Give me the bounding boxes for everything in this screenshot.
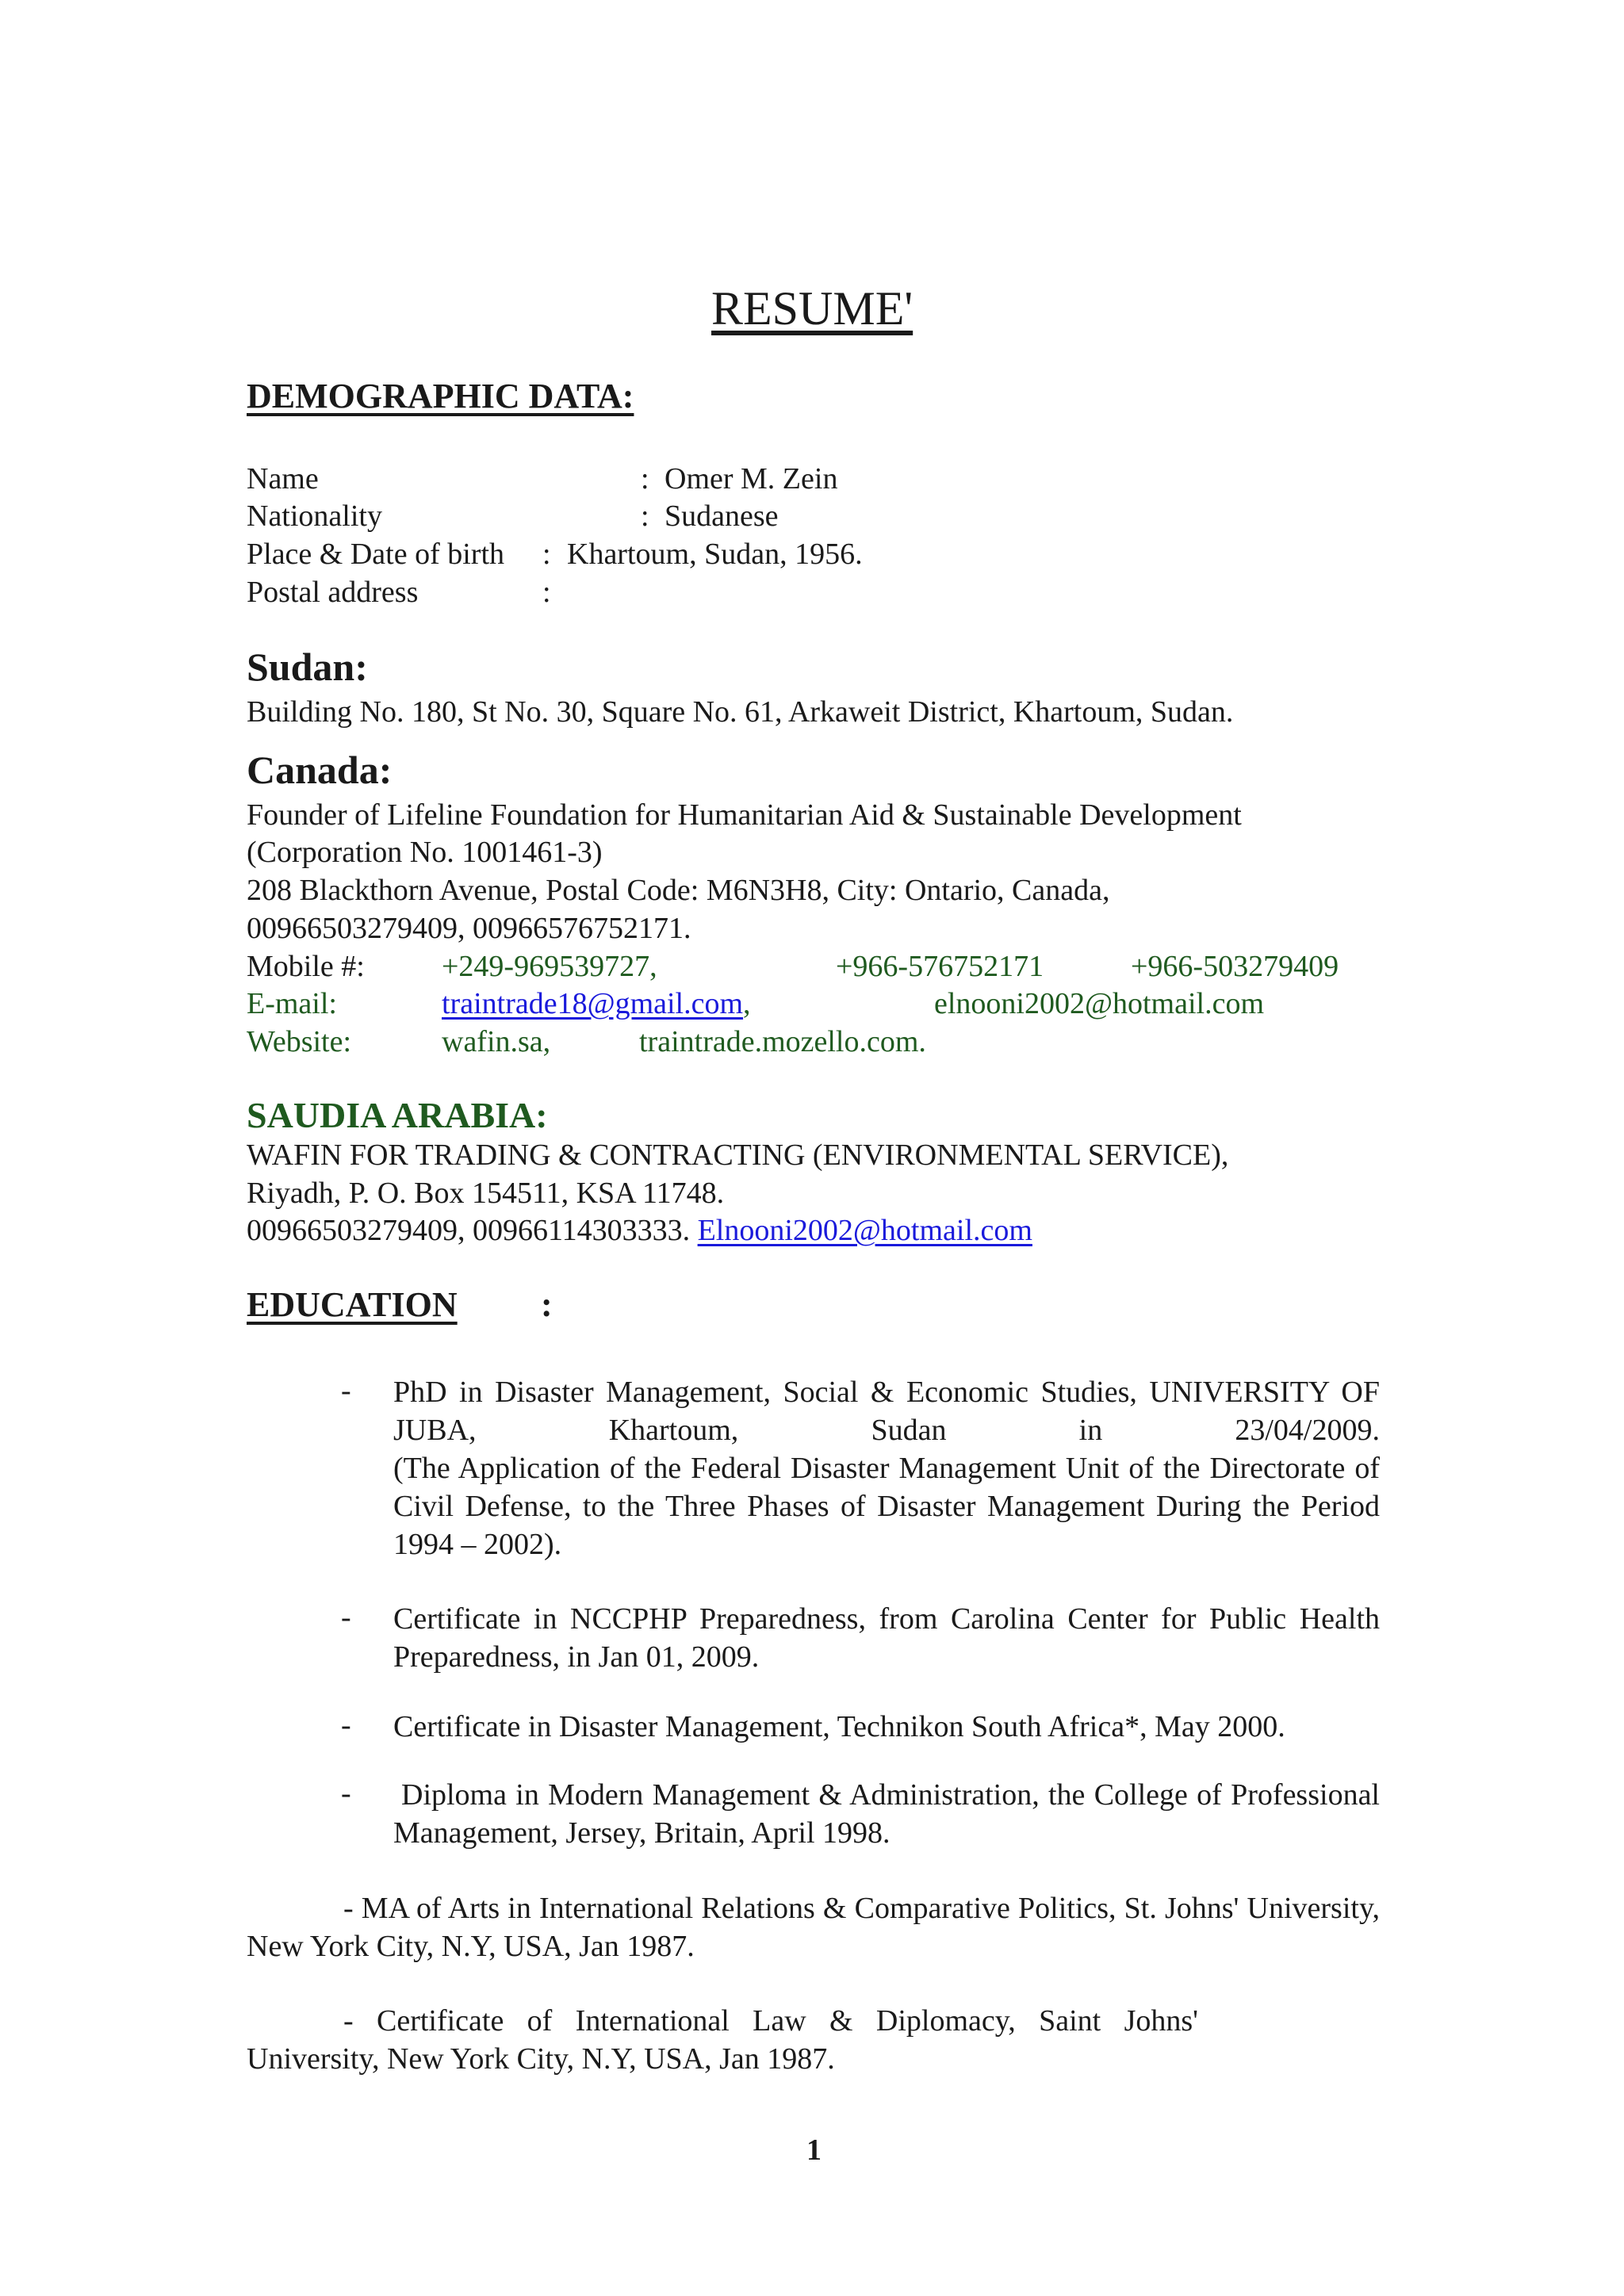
email-label: E-mail: bbox=[247, 987, 337, 1020]
education-bullet-1: - bbox=[341, 1374, 351, 1407]
education-extra-1: - MA of Arts in International Relations & Comparative Politics, St. Johns' University, New York City, N.Y, USA, Jan 1987. bbox=[247, 1892, 1380, 1963]
saudia-line-1: WAFIN FOR TRADING & CONTRACTING (ENVIRONMENTAL SERVICE), bbox=[247, 1138, 1229, 1172]
saudia-heading: SAUDIA ARABIA: bbox=[247, 1095, 548, 1135]
mobile-number-1: +249-969539727, bbox=[442, 950, 657, 983]
page-title: RESUME' bbox=[711, 282, 914, 335]
sudan-address: Building No. 180, St No. 30, Square No. 61, Arkaweit District, Khartoum, Sudan. bbox=[247, 695, 1234, 729]
email-line bbox=[442, 985, 751, 1023]
field-postal-label: Postal address bbox=[247, 576, 419, 609]
canada-line-3: 208 Blackthorn Avenue, Postal Code: M6N3H8, City: Ontario, Canada, bbox=[247, 874, 1110, 907]
education-bullet-3: - bbox=[341, 1709, 351, 1742]
field-birth-sep: : bbox=[542, 538, 551, 571]
saudia-line-3 bbox=[247, 1211, 1032, 1249]
field-name-value: Omer M. Zein bbox=[665, 462, 838, 496]
saudia-phones: 00966503279409, 00966114303333. bbox=[247, 1214, 698, 1247]
mobile-number-2: +966-576752171 bbox=[836, 950, 1044, 983]
email-comma: , bbox=[743, 987, 751, 1020]
email-link-gmail[interactable]: traintrade18@gmail.com bbox=[442, 987, 744, 1020]
education-item-3: Certificate in Disaster Management, Technikon South Africa*, May 2000. bbox=[393, 1710, 1285, 1743]
education-item-4: Diploma in Modern Management & Administration, the College of Professional Management, Jersey, Britain, April 1998. bbox=[393, 1778, 1380, 1850]
field-postal-sep: : bbox=[542, 576, 551, 609]
website-1: wafin.sa, bbox=[442, 1025, 551, 1058]
page-number: 1 bbox=[806, 2133, 822, 2167]
website-label: Website: bbox=[247, 1025, 352, 1058]
education-item-2: Certificate in NCCPHP Preparedness, from Carolina Center for Public Health Preparedness, in Jan 01, 2009. bbox=[393, 1602, 1380, 1674]
email-hotmail: elnooni2002@hotmail.com bbox=[934, 987, 1264, 1020]
canada-heading: Canada: bbox=[247, 748, 393, 792]
canada-line-4: 00966503279409, 00966576752171. bbox=[247, 912, 691, 945]
education-item-1-note: (The Application of the Federal Disaster Management Unit of the Directorate of Civil Defense, to the Three Phases of Disaster Management During the Period 1994 – 2002). bbox=[393, 1452, 1380, 1561]
canada-line-1: Founder of Lifeline Foundation for Humanitarian Aid & Sustainable Development bbox=[247, 798, 1242, 832]
sudan-heading: Sudan: bbox=[247, 645, 368, 689]
canada-line-2: (Corporation No. 1001461-3) bbox=[247, 836, 603, 869]
field-nationality-sep: : bbox=[641, 499, 649, 533]
education-extra-2: - Certificate of International Law & Diplomacy, Saint Johns' University, New York City, N.Y, USA, Jan 1987. bbox=[247, 2004, 1198, 2076]
website-2: traintrade.mozello.com. bbox=[639, 1025, 926, 1058]
field-birth-value: Khartoum, Sudan, 1956. bbox=[567, 538, 863, 571]
mobile-label: Mobile #: bbox=[247, 950, 365, 983]
demographic-heading: DEMOGRAPHIC DATA: bbox=[247, 377, 634, 415]
education-bullet-2: - bbox=[341, 1601, 351, 1634]
mobile-number-3: +966-503279409 bbox=[1131, 950, 1339, 983]
saudia-email-link[interactable]: Elnooni2002@hotmail.com bbox=[697, 1214, 1032, 1247]
education-item-1: PhD in Disaster Management, Social & Economic Studies, UNIVERSITY OF JUBA, Khartoum, Sudan in 23/04/2009. bbox=[393, 1376, 1380, 1447]
field-name-sep: : bbox=[641, 462, 649, 496]
field-nationality-value: Sudanese bbox=[665, 499, 779, 533]
saudia-line-2: Riyadh, P. O. Box 154511, KSA 11748. bbox=[247, 1177, 725, 1210]
field-birth-label: Place & Date of birth bbox=[247, 538, 505, 571]
education-bullet-4: - bbox=[341, 1777, 351, 1810]
field-name-label: Name bbox=[247, 462, 319, 496]
field-nationality-label: Nationality bbox=[247, 499, 382, 533]
education-colon: : bbox=[541, 1285, 553, 1324]
education-heading: EDUCATION bbox=[247, 1285, 458, 1324]
